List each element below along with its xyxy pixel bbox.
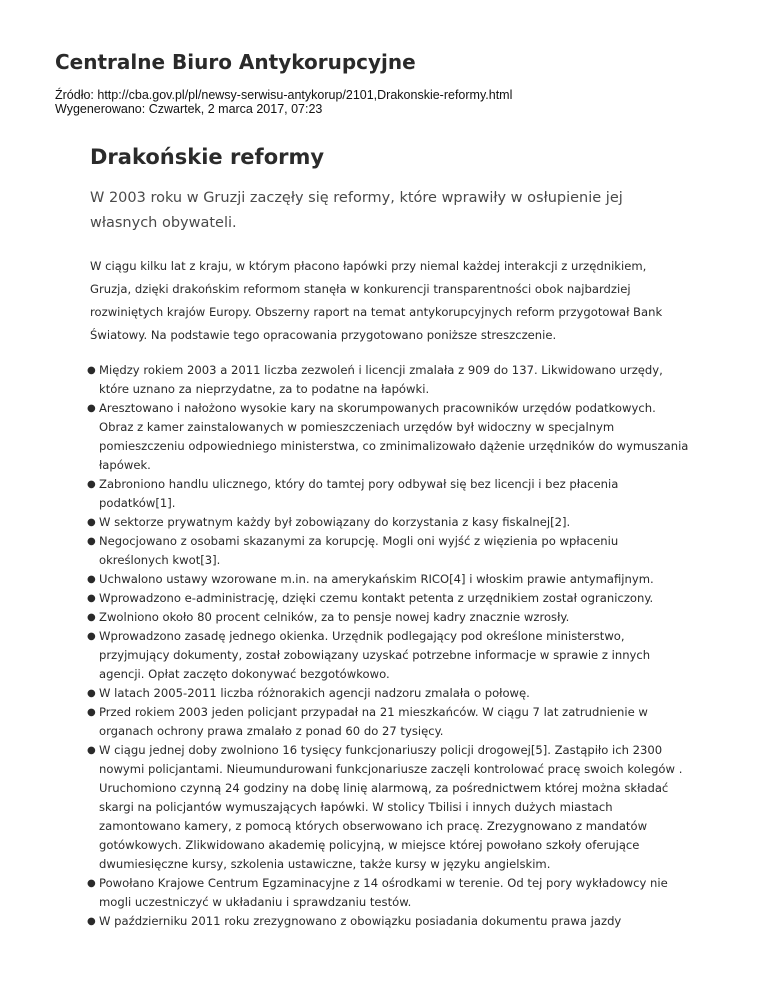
list-item-text: W ciągu jednej doby zwolniono 16 tysięcy funkcjonariuszy policji drogowej[5]. Zastąpiło ich 2300 nowymi policjantami. Nieumundurowani funkcjonariusze zaczęli kontrolować pracę swoich kolegów . Uruchomiono czynną 24 godziny na dobę linię alarmową, za pośrednictwem której można składać skargi na policjantów wymuszających łapówki. W stolicy Tbilisi i innych dużych miastach zamontowano kamery, z pomocą których obserwowano ich pracę. Zrezygnowano z mandatów gotówkowych. Zlikwidowano akademię policyjną, w miejsce której powołano szkoły oferujące dwumiesięczne kursy, szkolenia ustawiczne, także kursy w języku angielskim. (99, 743, 683, 871)
list-item-text: Zabroniono handlu ulicznego, który do tamtej pory odbywał się bez licencji i bez płacenia podatków[1]. (99, 477, 619, 510)
bullet-icon: ● (87, 688, 96, 699)
list-item (87, 741, 690, 874)
list-item (87, 703, 690, 741)
list-item-text: W październiku 2011 roku zrezygnowano z obowiązku posiadania dokumentu prawa jazdy (99, 914, 622, 928)
list-item (87, 570, 690, 589)
bullet-icon: ● (87, 878, 96, 889)
article-title: Drakońskie reformy (90, 145, 325, 169)
list-item-text: Uchwalono ustawy wzorowane m.in. na amerykańskim RICO[4] i włoskim prawie antymafijnym. (99, 572, 654, 586)
generated-line: Wygenerowano: Czwartek, 2 marca 2017, 07:23 (55, 102, 323, 116)
list-item (87, 608, 690, 627)
list-item-text: W sektorze prywatnym każdy był zobowiązany do korzystania z kasy fiskalnej[2]. (99, 515, 571, 529)
list-item (87, 361, 690, 399)
list-item-text: Powołano Krajowe Centrum Egzaminacyjne z 14 ośrodkami w terenie. Od tej pory wykładowcy nie mogli uczestniczyć w układaniu i sprawdzaniu testów. (99, 876, 668, 909)
bullet-icon: ● (87, 403, 96, 414)
list-item (87, 874, 690, 912)
bullet-icon: ● (87, 574, 96, 585)
list-item (87, 532, 690, 570)
list-item (87, 399, 690, 475)
list-item-text: W latach 2005-2011 liczba różnorakich agencji nadzoru zmalała o połowę. (99, 686, 530, 700)
bullet-icon: ● (87, 916, 96, 927)
list-item-text: Wprowadzono zasadę jednego okienka. Urzędnik podlegający pod określone ministerstwo, przyjmujący dokumenty, został zobowiązany uzyskać potrzebne informacje w sprawie z innych agencji. Opłat zaczęto dokonywać bezgotówkowo. (99, 629, 651, 681)
list-item (87, 912, 690, 931)
source-meta (55, 88, 745, 116)
site-header (55, 48, 745, 116)
bullet-icon: ● (87, 479, 96, 490)
bullet-icon: ● (87, 745, 96, 756)
list-item (87, 475, 690, 513)
list-item-text: Zwolniono około 80 procent celników, za to pensje nowej kadry znacznie wzrosły. (99, 610, 570, 624)
list-item-text: Wprowadzono e-administrację, dzięki czemu kontakt petenta z urzędnikiem został ograniczony. (99, 591, 654, 605)
list-item-text: Negocjowano z osobami skazanymi za korupcję. Mogli oni wyjść z więzienia po wpłaceniu określonych kwot[3]. (99, 534, 619, 567)
article-intro: W ciągu kilku lat z kraju, w którym płacono łapówki przy niemal każdej interakcji z urzędnikiem, Gruzja, dzięki drakońskim reformom stanęła w konkurencji transparentności obok najbardziej rozwiniętych krajów Europy. Obszerny raport na temat antykorupcyjnych reform przygotował Bank Światowy. Na podstawie tego opracowania przygotowano poniższe streszczenie. (90, 259, 663, 342)
list-item (87, 627, 690, 684)
list-item-text: Aresztowano i nałożono wysokie kary na skorumpowanych pracowników urzędów podatkowych. Obraz z kamer zainstalowanych w pomieszczeniach urzędów był widoczny w specjalnym pomieszczeniu odpowiedniego ministerstwa, co zminimalizowało dążenie urzędników do wymuszania łapówek. (99, 401, 689, 472)
list-item-text: Między rokiem 2003 a 2011 liczba zezwoleń i licencji zmalała z 909 do 137. Likwidowano urzędy, które uznano za nieprzydatne, za to podatne na łapówki. (99, 363, 663, 396)
site-title: Centralne Biuro Antykorupcyjne (55, 50, 416, 74)
bullet-icon: ● (87, 517, 96, 528)
bullet-icon: ● (87, 612, 96, 623)
source-line: Źródło: http://cba.gov.pl/pl/newsy-serwisu-antykorup/2101,Drakonskie-reformy.html (55, 88, 513, 102)
bullet-icon: ● (87, 536, 96, 547)
article (87, 142, 690, 931)
bullet-icon: ● (87, 631, 96, 642)
list-item (87, 589, 690, 608)
bullet-icon: ● (87, 365, 96, 376)
article-lead: W 2003 roku w Gruzji zaczęły się reformy, które wprawiły w osłupienie jej własnych obywateli. (90, 190, 623, 231)
bullet-icon: ● (87, 707, 96, 718)
list-item (87, 513, 690, 532)
bullet-icon: ● (87, 593, 96, 604)
list-item-text: Przed rokiem 2003 jeden policjant przypadał na 21 mieszkańców. W ciągu 7 lat zatrudnienie w organach ochrony prawa zmalało z ponad 60 do 27 tysięcy. (99, 705, 648, 738)
reform-list (87, 361, 690, 931)
list-item (87, 684, 690, 703)
